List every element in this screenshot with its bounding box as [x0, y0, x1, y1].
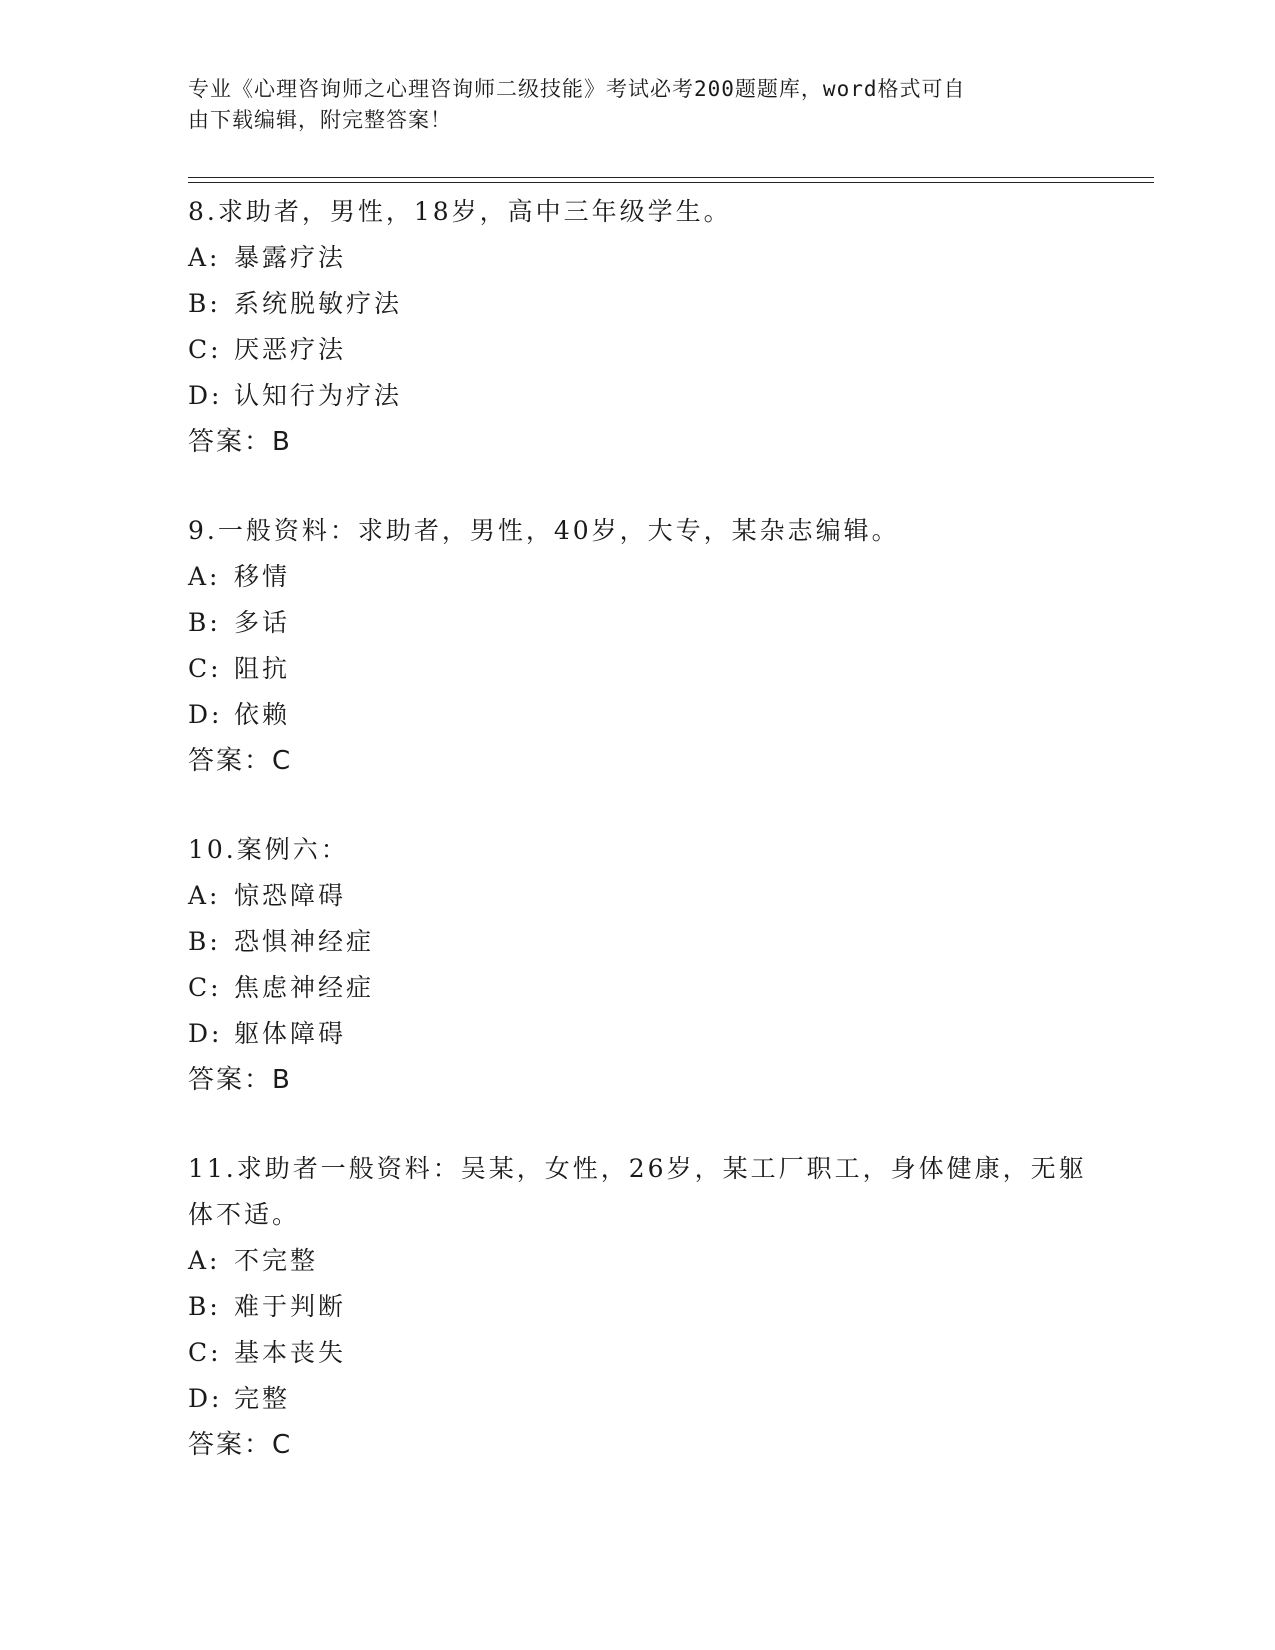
option-text: 阻抗 — [234, 654, 291, 683]
option-text: 系统脱敏疗法 — [234, 289, 403, 318]
option-text: 认知行为疗法 — [234, 381, 403, 410]
option-text: 躯体障碍 — [234, 1019, 347, 1048]
option-b — [188, 600, 1088, 646]
question-8 — [188, 189, 1088, 465]
option-b — [188, 919, 1088, 965]
option-letter: A: — [188, 243, 221, 272]
option-text: 依赖 — [234, 700, 291, 729]
option-letter: A: — [188, 1246, 221, 1275]
option-text: 多话 — [234, 608, 291, 637]
option-text: 暴露疗法 — [234, 243, 347, 272]
header-line-1: 专业《心理咨询师之心理咨询师二级技能》考试必考200题题库，word格式可自 — [188, 77, 966, 101]
question-stem: 11.求助者一般资料：吴某，女性，26岁，某工厂职工，身体健康，无躯体不适。 — [188, 1154, 1087, 1229]
option-letter: D: — [188, 1384, 223, 1413]
question-11 — [188, 1146, 1088, 1468]
question-stem: 8.求助者，男性，18岁，高中三年级学生。 — [188, 197, 732, 226]
option-letter: D: — [188, 1019, 223, 1048]
option-c — [188, 646, 1088, 692]
option-letter: D: — [188, 700, 223, 729]
question-10 — [188, 827, 1088, 1103]
question-9 — [188, 508, 1088, 784]
option-letter: C: — [188, 335, 222, 364]
option-letter: A: — [188, 881, 221, 910]
option-a — [188, 554, 1088, 600]
option-text: 不完整 — [234, 1246, 319, 1275]
option-letter: D: — [188, 381, 223, 410]
answer-label: 答案：C — [188, 746, 293, 776]
option-letter: A: — [188, 562, 221, 591]
option-b — [188, 1284, 1088, 1330]
option-d — [188, 1011, 1088, 1057]
header-line-2: 由下载编辑，附完整答案！ — [188, 108, 452, 132]
option-text: 焦虑神经症 — [234, 973, 375, 1002]
question-stem: 9.一般资料：求助者，男性，40岁，大专，某杂志编辑。 — [188, 516, 900, 545]
option-c — [188, 965, 1088, 1011]
option-d — [188, 1376, 1088, 1422]
option-a — [188, 235, 1088, 281]
option-text: 基本丧失 — [234, 1338, 347, 1367]
question-stem: 10.案例六： — [188, 835, 349, 864]
option-letter: C: — [188, 1338, 222, 1367]
option-a — [188, 1238, 1088, 1284]
option-a — [188, 873, 1088, 919]
option-text: 恐惧神经症 — [234, 927, 375, 956]
option-text: 难于判断 — [234, 1292, 347, 1321]
answer-label: 答案：C — [188, 1430, 293, 1460]
option-d — [188, 692, 1088, 738]
header-divider-bottom — [188, 182, 1154, 183]
option-text: 完整 — [234, 1384, 291, 1413]
option-text: 厌恶疗法 — [234, 335, 347, 364]
answer-label: 答案：B — [188, 427, 292, 457]
option-letter: B: — [188, 1292, 221, 1321]
option-letter: B: — [188, 608, 221, 637]
option-d — [188, 373, 1088, 419]
option-c — [188, 1330, 1088, 1376]
option-letter: C: — [188, 973, 222, 1002]
document-header — [188, 74, 1068, 136]
option-text: 惊恐障碍 — [234, 881, 347, 910]
answer-label: 答案：B — [188, 1065, 292, 1095]
option-c — [188, 327, 1088, 373]
option-letter: B: — [188, 927, 221, 956]
header-divider-top — [188, 177, 1154, 178]
option-text: 移情 — [234, 562, 291, 591]
option-letter: C: — [188, 654, 222, 683]
option-letter: B: — [188, 289, 221, 318]
option-b — [188, 281, 1088, 327]
